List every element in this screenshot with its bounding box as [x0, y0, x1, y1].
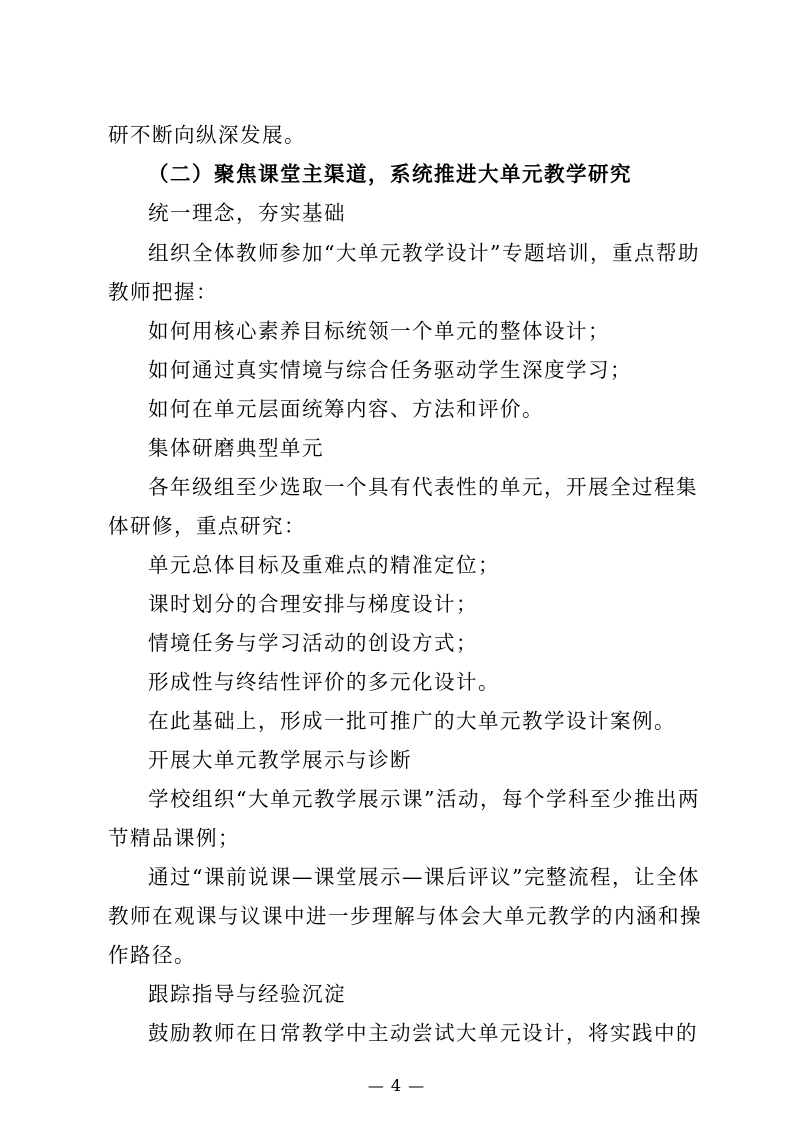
paragraph-line: 各年级组至少选取一个具有代表性的单元，开展全过程集 [148, 475, 698, 499]
paragraph-line: 组织全体教师参加“大单元教学设计”专题培训，重点帮助 [148, 241, 700, 265]
page-number: — 4 — [367, 1076, 426, 1095]
subheading: 统一理念，夯实基础 [148, 201, 346, 225]
paragraph-line: 通过“课前说课—课堂展示—课后评议”完整流程，让全体 [148, 865, 700, 889]
paragraph-line: 教师把握： [108, 280, 218, 304]
subheading: 跟踪指导与经验沉淀 [148, 982, 346, 1006]
paragraph-line: 学校组织“大单元教学展示课”活动，每个学科至少推出两 [148, 787, 700, 811]
list-item: 如何在单元层面统筹内容、方法和评价。 [148, 397, 544, 421]
paragraph-line: 节精品课例； [108, 826, 240, 850]
paragraph-line: 作路径。 [108, 943, 196, 967]
section-heading: （二）聚焦课堂主渠道，系统推进大单元教学研究 [148, 162, 632, 186]
list-item: 单元总体目标及重难点的精准定位； [148, 553, 500, 577]
paragraph-line: 教师在观课与议课中进一步理解与体会大单元教学的内涵和操 [108, 904, 702, 928]
subheading: 开展大单元教学展示与诊断 [148, 748, 412, 772]
list-item: 课时划分的合理安排与梯度设计； [148, 592, 478, 616]
paragraph-line: 研不断向纵深发展。 [108, 123, 306, 147]
list-item: 如何通过真实情境与综合任务驱动学生深度学习； [148, 358, 632, 382]
paragraph-line: 体研修，重点研究： [108, 514, 306, 538]
paragraph-line: 在此基础上，形成一批可推广的大单元教学设计案例。 [148, 709, 676, 733]
list-item: 形成性与终结性评价的多元化设计。 [148, 670, 500, 694]
list-item: 情境任务与学习活动的创设方式； [148, 631, 478, 655]
subheading: 集体研磨典型单元 [148, 436, 324, 460]
list-item: 如何用核心素养目标统领一个单元的整体设计； [148, 319, 610, 343]
paragraph-line: 鼓励教师在日常教学中主动尝试大单元设计，将实践中的 [148, 1021, 698, 1045]
